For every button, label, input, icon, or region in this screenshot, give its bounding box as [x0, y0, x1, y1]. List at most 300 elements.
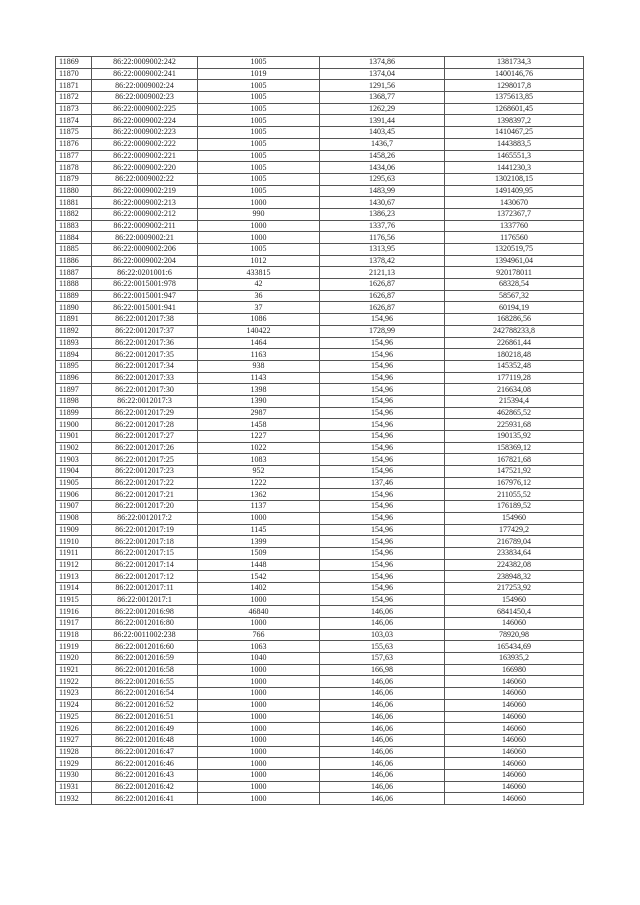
table-row: [56, 127, 584, 139]
area-cell: 1000: [198, 758, 320, 770]
rate-cell: 154,96: [320, 372, 445, 384]
area-cell: 1000: [198, 723, 320, 735]
value-cell: 216789,04: [445, 536, 584, 548]
rate-cell: 146,06: [320, 618, 445, 630]
area-cell: 952: [198, 466, 320, 478]
row-number-cell: 11892: [56, 325, 92, 337]
cadastral-number-cell: 86:22:0012017:36: [92, 337, 198, 349]
cadastral-number-cell: 86:22:0201001:6: [92, 267, 198, 279]
cadastral-number-cell: 86:22:0012017:18: [92, 536, 198, 548]
area-cell: 1000: [198, 664, 320, 676]
row-number-cell: 11932: [56, 793, 92, 805]
cadastral-number-cell: 86:22:0012016:42: [92, 781, 198, 793]
table-row: [56, 501, 584, 513]
rate-cell: 146,06: [320, 758, 445, 770]
rate-cell: 146,06: [320, 711, 445, 723]
area-cell: 1005: [198, 115, 320, 127]
area-cell: 1000: [198, 793, 320, 805]
table-row: [56, 220, 584, 232]
value-cell: 1491409,95: [445, 185, 584, 197]
row-number-cell: 11908: [56, 512, 92, 524]
table-row: [56, 290, 584, 302]
cadastral-number-cell: 86:22:0015001:947: [92, 290, 198, 302]
rate-cell: 1295,63: [320, 173, 445, 185]
rate-cell: 154,96: [320, 512, 445, 524]
table-row: [56, 267, 584, 279]
cadastral-number-cell: 86:22:0012017:12: [92, 571, 198, 583]
rate-cell: 1386,23: [320, 208, 445, 220]
area-cell: 1005: [198, 150, 320, 162]
table-row: [56, 711, 584, 723]
row-number-cell: 11894: [56, 349, 92, 361]
row-number-cell: 11900: [56, 419, 92, 431]
row-number-cell: 11925: [56, 711, 92, 723]
rate-cell: 154,96: [320, 582, 445, 594]
cadastral-number-cell: 86:22:0012017:38: [92, 314, 198, 326]
value-cell: 154960: [445, 594, 584, 606]
area-cell: 1005: [198, 57, 320, 69]
rate-cell: 2121,13: [320, 267, 445, 279]
cadastral-number-cell: 86:22:0012016:80: [92, 618, 198, 630]
table-row: [56, 138, 584, 150]
table-row: [56, 173, 584, 185]
area-cell: 1000: [198, 232, 320, 244]
rate-cell: 1430,67: [320, 197, 445, 209]
row-number-cell: 11929: [56, 758, 92, 770]
rate-cell: 146,06: [320, 781, 445, 793]
row-number-cell: 11911: [56, 547, 92, 559]
area-cell: 1000: [198, 711, 320, 723]
row-number-cell: 11880: [56, 185, 92, 197]
value-cell: 462865,52: [445, 407, 584, 419]
value-cell: 147521,92: [445, 466, 584, 478]
row-number-cell: 11919: [56, 641, 92, 653]
area-cell: 1542: [198, 571, 320, 583]
table-row: [56, 454, 584, 466]
area-cell: 1005: [198, 80, 320, 92]
cadastral-number-cell: 86:22:0009002:212: [92, 208, 198, 220]
table-row: [56, 653, 584, 665]
rate-cell: 157,63: [320, 653, 445, 665]
table-row: [56, 769, 584, 781]
area-cell: 1000: [198, 594, 320, 606]
rate-cell: 154,96: [320, 454, 445, 466]
cadastral-number-cell: 86:22:0012017:26: [92, 442, 198, 454]
area-cell: 1005: [198, 127, 320, 139]
table-row: [56, 349, 584, 361]
rate-cell: 146,06: [320, 723, 445, 735]
value-cell: 1441230,3: [445, 162, 584, 174]
cadastral-number-cell: 86:22:0015001:941: [92, 302, 198, 314]
area-cell: 1005: [198, 173, 320, 185]
rate-cell: 1374,86: [320, 57, 445, 69]
cadastral-number-cell: 86:22:0012017:14: [92, 559, 198, 571]
value-cell: 233834,64: [445, 547, 584, 559]
area-cell: 1005: [198, 162, 320, 174]
cadastral-number-cell: 86:22:0012016:51: [92, 711, 198, 723]
value-cell: 1381734,3: [445, 57, 584, 69]
rate-cell: 154,96: [320, 536, 445, 548]
cadastral-number-cell: 86:22:0012017:3: [92, 395, 198, 407]
value-cell: 58567,32: [445, 290, 584, 302]
cadastral-number-cell: 86:22:0015001:978: [92, 279, 198, 291]
row-number-cell: 11898: [56, 395, 92, 407]
rate-cell: 1378,42: [320, 255, 445, 267]
cadastral-number-cell: 86:22:0012016:60: [92, 641, 198, 653]
value-cell: 1398397,2: [445, 115, 584, 127]
table-row: [56, 57, 584, 69]
table-row: [56, 384, 584, 396]
table-row: [56, 395, 584, 407]
cadastral-number-cell: 86:22:0012017:19: [92, 524, 198, 536]
cadastral-number-cell: 86:22:0012017:25: [92, 454, 198, 466]
rate-cell: 146,06: [320, 746, 445, 758]
area-cell: 1464: [198, 337, 320, 349]
row-number-cell: 11903: [56, 454, 92, 466]
table-row: [56, 337, 584, 349]
cadastral-number-cell: 86:22:0012016:46: [92, 758, 198, 770]
area-cell: 1448: [198, 559, 320, 571]
row-number-cell: 11883: [56, 220, 92, 232]
table-row: [56, 489, 584, 501]
area-cell: 1005: [198, 138, 320, 150]
cadastral-number-cell: 86:22:0009002:224: [92, 115, 198, 127]
row-number-cell: 11899: [56, 407, 92, 419]
table-row: [56, 676, 584, 688]
row-number-cell: 11924: [56, 699, 92, 711]
cadastral-number-cell: 86:22:0009002:222: [92, 138, 198, 150]
table-row: [56, 419, 584, 431]
value-cell: 163935,2: [445, 653, 584, 665]
value-cell: 166980: [445, 664, 584, 676]
rate-cell: 146,06: [320, 606, 445, 618]
cadastral-number-cell: 86:22:0009002:21: [92, 232, 198, 244]
area-cell: 1509: [198, 547, 320, 559]
value-cell: 177119,28: [445, 372, 584, 384]
rate-cell: 154,96: [320, 419, 445, 431]
table-row: [56, 115, 584, 127]
row-number-cell: 11869: [56, 57, 92, 69]
rate-cell: 154,96: [320, 349, 445, 361]
area-cell: 1390: [198, 395, 320, 407]
cadastral-number-cell: 86:22:0012016:43: [92, 769, 198, 781]
rate-cell: 154,96: [320, 571, 445, 583]
rate-cell: 146,06: [320, 769, 445, 781]
value-cell: 1372367,7: [445, 208, 584, 220]
cadastral-number-cell: 86:22:0012016:47: [92, 746, 198, 758]
value-cell: 1410467,25: [445, 127, 584, 139]
table-row: [56, 559, 584, 571]
cadastral-number-cell: 86:22:0012017:34: [92, 360, 198, 372]
area-cell: 1086: [198, 314, 320, 326]
value-cell: 146060: [445, 723, 584, 735]
row-number-cell: 11916: [56, 606, 92, 618]
area-cell: 1402: [198, 582, 320, 594]
row-number-cell: 11893: [56, 337, 92, 349]
value-cell: 1176560: [445, 232, 584, 244]
area-cell: 1019: [198, 68, 320, 80]
cadastral-number-cell: 86:22:0011002:238: [92, 629, 198, 641]
cadastral-number-cell: 86:22:0009002:225: [92, 103, 198, 115]
table-row: [56, 781, 584, 793]
row-number-cell: 11901: [56, 431, 92, 443]
table-row: [56, 699, 584, 711]
value-cell: 1430670: [445, 197, 584, 209]
value-cell: 146060: [445, 676, 584, 688]
rate-cell: 1403,45: [320, 127, 445, 139]
value-cell: 226861,44: [445, 337, 584, 349]
table-row: [56, 582, 584, 594]
cadastral-number-cell: 86:22:0012017:28: [92, 419, 198, 431]
value-cell: 1375613,85: [445, 92, 584, 104]
area-cell: 1458: [198, 419, 320, 431]
row-number-cell: 11886: [56, 255, 92, 267]
row-number-cell: 11913: [56, 571, 92, 583]
rate-cell: 154,96: [320, 489, 445, 501]
rate-cell: 1626,87: [320, 290, 445, 302]
row-number-cell: 11896: [56, 372, 92, 384]
cadastral-number-cell: 86:22:0012016:48: [92, 734, 198, 746]
rate-cell: 1313,95: [320, 244, 445, 256]
table-row: [56, 208, 584, 220]
value-cell: 165434,69: [445, 641, 584, 653]
table-row: [56, 431, 584, 443]
cadastral-number-cell: 86:22:0009002:206: [92, 244, 198, 256]
area-cell: 1000: [198, 618, 320, 630]
table-row: [56, 723, 584, 735]
value-cell: 217253,92: [445, 582, 584, 594]
rate-cell: 1728,99: [320, 325, 445, 337]
value-cell: 145352,48: [445, 360, 584, 372]
cadastral-number-cell: 86:22:0012017:11: [92, 582, 198, 594]
value-cell: 146060: [445, 688, 584, 700]
area-cell: 766: [198, 629, 320, 641]
value-cell: 238948,32: [445, 571, 584, 583]
area-cell: 1163: [198, 349, 320, 361]
rate-cell: 1374,04: [320, 68, 445, 80]
cadastral-number-cell: 86:22:0012017:23: [92, 466, 198, 478]
table-row: [56, 512, 584, 524]
area-cell: 1005: [198, 103, 320, 115]
cadastral-number-cell: 86:22:0012017:20: [92, 501, 198, 513]
row-number-cell: 11918: [56, 629, 92, 641]
area-cell: 36: [198, 290, 320, 302]
row-number-cell: 11872: [56, 92, 92, 104]
value-cell: 167976,12: [445, 477, 584, 489]
value-cell: 1320519,75: [445, 244, 584, 256]
area-cell: 1000: [198, 220, 320, 232]
rate-cell: 1434,06: [320, 162, 445, 174]
cadastral-number-cell: 86:22:0009002:220: [92, 162, 198, 174]
area-cell: 1000: [198, 512, 320, 524]
cadastral-number-cell: 86:22:0009002:211: [92, 220, 198, 232]
cadastral-number-cell: 86:22:0012016:41: [92, 793, 198, 805]
rate-cell: 1262,29: [320, 103, 445, 115]
value-cell: 60194,19: [445, 302, 584, 314]
value-cell: 146060: [445, 699, 584, 711]
rate-cell: 154,96: [320, 314, 445, 326]
rate-cell: 154,96: [320, 360, 445, 372]
table-row: [56, 92, 584, 104]
cadastral-number-cell: 86:22:0012017:27: [92, 431, 198, 443]
rate-cell: 1368,77: [320, 92, 445, 104]
value-cell: 211055,52: [445, 489, 584, 501]
rate-cell: 154,96: [320, 524, 445, 536]
value-cell: 146060: [445, 769, 584, 781]
cadastral-number-cell: 86:22:0012017:1: [92, 594, 198, 606]
value-cell: 146060: [445, 793, 584, 805]
cadastral-number-cell: 86:22:0012017:33: [92, 372, 198, 384]
rate-cell: 1391,44: [320, 115, 445, 127]
table-row: [56, 477, 584, 489]
area-cell: 1143: [198, 372, 320, 384]
rate-cell: 154,96: [320, 395, 445, 407]
row-number-cell: 11920: [56, 653, 92, 665]
table-row: [56, 594, 584, 606]
table-row: [56, 197, 584, 209]
area-cell: 1000: [198, 197, 320, 209]
cadastral-number-cell: 86:22:0009002:22: [92, 173, 198, 185]
cadastral-number-cell: 86:22:0009002:242: [92, 57, 198, 69]
table-row: [56, 372, 584, 384]
value-cell: 242788233,8: [445, 325, 584, 337]
table-row: [56, 68, 584, 80]
area-cell: 46840: [198, 606, 320, 618]
table-row: [56, 232, 584, 244]
cadastral-number-cell: 86:22:0009002:223: [92, 127, 198, 139]
rate-cell: 154,96: [320, 431, 445, 443]
value-cell: 146060: [445, 734, 584, 746]
table-row: [56, 688, 584, 700]
value-cell: 146060: [445, 746, 584, 758]
rate-cell: 154,96: [320, 337, 445, 349]
row-number-cell: 11881: [56, 197, 92, 209]
table-row: [56, 150, 584, 162]
row-number-cell: 11878: [56, 162, 92, 174]
row-number-cell: 11876: [56, 138, 92, 150]
area-cell: 990: [198, 208, 320, 220]
row-number-cell: 11897: [56, 384, 92, 396]
row-number-cell: 11874: [56, 115, 92, 127]
table-body: [56, 57, 584, 805]
cadastral-number-cell: 86:22:0012017:21: [92, 489, 198, 501]
table-row: [56, 547, 584, 559]
cadastral-number-cell: 86:22:0012017:29: [92, 407, 198, 419]
cadastral-number-cell: 86:22:0012016:58: [92, 664, 198, 676]
rate-cell: 1291,56: [320, 80, 445, 92]
value-cell: 146060: [445, 618, 584, 630]
rate-cell: 154,96: [320, 442, 445, 454]
value-cell: 146060: [445, 758, 584, 770]
row-number-cell: 11931: [56, 781, 92, 793]
rate-cell: 154,96: [320, 594, 445, 606]
row-number-cell: 11917: [56, 618, 92, 630]
value-cell: 190135,92: [445, 431, 584, 443]
area-cell: 42: [198, 279, 320, 291]
rate-cell: 146,06: [320, 734, 445, 746]
rate-cell: 1176,56: [320, 232, 445, 244]
rate-cell: 1626,87: [320, 279, 445, 291]
area-cell: 1012: [198, 255, 320, 267]
value-cell: 920178011: [445, 267, 584, 279]
table-row: [56, 618, 584, 630]
value-cell: 215394,4: [445, 395, 584, 407]
rate-cell: 154,96: [320, 501, 445, 513]
row-number-cell: 11888: [56, 279, 92, 291]
table-row: [56, 746, 584, 758]
cadastral-number-cell: 86:22:0012017:30: [92, 384, 198, 396]
row-number-cell: 11930: [56, 769, 92, 781]
row-number-cell: 11921: [56, 664, 92, 676]
rate-cell: 154,96: [320, 384, 445, 396]
row-number-cell: 11877: [56, 150, 92, 162]
area-cell: 1000: [198, 769, 320, 781]
cadastral-number-cell: 86:22:0009002:219: [92, 185, 198, 197]
row-number-cell: 11915: [56, 594, 92, 606]
area-cell: 1000: [198, 699, 320, 711]
row-number-cell: 11895: [56, 360, 92, 372]
area-cell: 1022: [198, 442, 320, 454]
area-cell: 433815: [198, 267, 320, 279]
cadastral-number-cell: 86:22:0009002:241: [92, 68, 198, 80]
area-cell: 1000: [198, 781, 320, 793]
table-row: [56, 536, 584, 548]
rate-cell: 146,06: [320, 688, 445, 700]
table-row: [56, 360, 584, 372]
value-cell: 146060: [445, 781, 584, 793]
value-cell: 168286,56: [445, 314, 584, 326]
table-row: [56, 629, 584, 641]
area-cell: 1398: [198, 384, 320, 396]
value-cell: 167821,68: [445, 454, 584, 466]
cadastral-number-cell: 86:22:0012016:49: [92, 723, 198, 735]
value-cell: 1465551,3: [445, 150, 584, 162]
table-row: [56, 314, 584, 326]
row-number-cell: 11906: [56, 489, 92, 501]
row-number-cell: 11885: [56, 244, 92, 256]
row-number-cell: 11871: [56, 80, 92, 92]
value-cell: 1337760: [445, 220, 584, 232]
row-number-cell: 11923: [56, 688, 92, 700]
row-number-cell: 11927: [56, 734, 92, 746]
value-cell: 225931,68: [445, 419, 584, 431]
area-cell: 1137: [198, 501, 320, 513]
row-number-cell: 11910: [56, 536, 92, 548]
area-cell: 1063: [198, 641, 320, 653]
row-number-cell: 11889: [56, 290, 92, 302]
area-cell: 1000: [198, 688, 320, 700]
row-number-cell: 11905: [56, 477, 92, 489]
row-number-cell: 11914: [56, 582, 92, 594]
value-cell: 177429,2: [445, 524, 584, 536]
cadastral-number-cell: 86:22:0012017:35: [92, 349, 198, 361]
table-row: [56, 641, 584, 653]
rate-cell: 166,98: [320, 664, 445, 676]
cadastral-number-cell: 86:22:0012016:54: [92, 688, 198, 700]
value-cell: 1302108,15: [445, 173, 584, 185]
area-cell: 938: [198, 360, 320, 372]
rate-cell: 1436,7: [320, 138, 445, 150]
value-cell: 216634,08: [445, 384, 584, 396]
cadastral-number-cell: 86:22:0012016:98: [92, 606, 198, 618]
rate-cell: 146,06: [320, 793, 445, 805]
area-cell: 1000: [198, 734, 320, 746]
row-number-cell: 11890: [56, 302, 92, 314]
cadastral-number-cell: 86:22:0012016:59: [92, 653, 198, 665]
cadastral-number-cell: 86:22:0012016:55: [92, 676, 198, 688]
rate-cell: 103,03: [320, 629, 445, 641]
cadastral-number-cell: 86:22:0012016:52: [92, 699, 198, 711]
